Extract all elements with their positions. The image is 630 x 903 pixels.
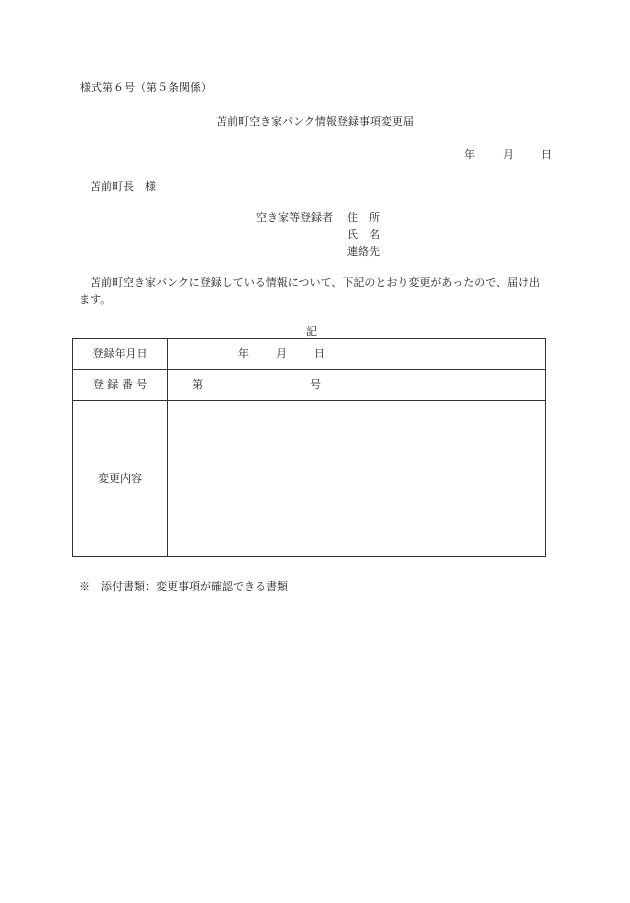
registrant-fields <box>347 209 380 260</box>
year-label: 年 <box>464 148 475 161</box>
registrant-label: 空き家等登録者 <box>256 211 333 224</box>
addressee: 苫前町長 様 <box>90 180 156 193</box>
table-row <box>73 370 546 401</box>
day-label: 日 <box>541 148 552 161</box>
name-label: 氏 名 <box>347 228 380 241</box>
number-prefix: 第 <box>192 378 203 392</box>
registration-date-label: 登録年月日 <box>73 339 168 370</box>
date-month-label: 月 <box>276 347 287 361</box>
address-label: 住 所 <box>347 211 380 224</box>
date-year-label: 年 <box>238 347 249 361</box>
change-content-field[interactable] <box>168 401 546 557</box>
change-content-label: 変更内容 <box>73 401 168 557</box>
submission-date-line <box>464 146 552 163</box>
number-suffix: 号 <box>310 378 321 392</box>
registration-number-field[interactable] <box>168 370 546 401</box>
record-table <box>72 338 546 557</box>
document-title: 苫前町空き家バンク情報登録事項変更届 <box>216 115 414 128</box>
month-label: 月 <box>503 148 514 161</box>
table-row <box>73 401 546 557</box>
attachment-note: ※ 添付書類：変更事項が確認できる書類 <box>79 580 288 593</box>
body-text: 苫前町空き家バンクに登録している情報について、下記のとおり変更があったので、届け出ます。 <box>79 276 541 306</box>
registration-number-label: 登 録 番 号 <box>73 370 168 401</box>
table-row <box>73 339 546 370</box>
contact-label: 連絡先 <box>347 245 380 258</box>
form-number: 様式第６号（第５条関係） <box>80 81 212 94</box>
registration-date-field[interactable] <box>168 339 546 370</box>
date-day-label: 日 <box>314 347 325 361</box>
ki-heading: 記 <box>306 325 317 338</box>
